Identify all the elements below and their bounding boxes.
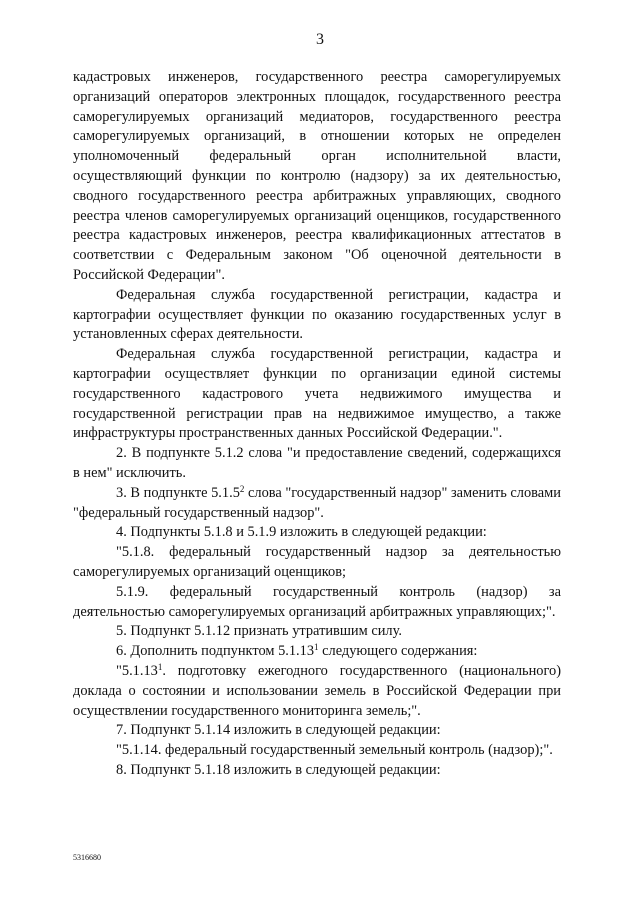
paragraph-9: 5. Подпункт 5.1.12 признать утратившим силу. [116, 623, 402, 640]
paragraph-2: Федеральная служба государственной регистрации, кадастра и картографии осуществляет функции по оказанию государственных услуг в установленных сферах деятельности. [73, 286, 561, 343]
paragraph-5-text-start: 3. В подпункте 5.1.5 [116, 484, 240, 501]
paragraph-12: 7. Подпункт 5.1.14 изложить в следующей редакции: [116, 722, 441, 739]
page-number: 3 [316, 31, 324, 48]
paragraph-11-superscript: 1 [157, 661, 163, 672]
document-id: 5316680 [73, 853, 101, 862]
paragraph-10-superscript: 1 [314, 642, 319, 653]
paragraph-3: Федеральная служба государственной регистрации, кадастра и картографии осуществляет функции по организации единой системы государственного кадастрового учета недвижимого имущества и государственной регистрации прав на недвижимое имущество, а также инфраструктуры пространственных данных Российской Федерации.". [73, 346, 561, 442]
paragraph-10-text-end: следующего содержания: [318, 643, 478, 660]
paragraph-14: 8. Подпункт 5.1.18 изложить в следующей редакции: [116, 761, 441, 778]
paragraph-11-text-end: . подготовку ежегодного государственного (национального) доклада о состоянии и использовании земель в Российской Федерации при осуществлении государственного мониторинга земель;". [73, 662, 561, 719]
paragraph-4: 2. В подпункте 5.1.2 слова "и предоставление сведений, содержащихся в нем" исключить. [73, 445, 561, 481]
paragraph-11-text-start: "5.1.13 [116, 662, 158, 679]
document-body [73, 68, 561, 781]
paragraph-5-superscript: 2 [239, 483, 245, 494]
paragraph-10-text-start: 6. Дополнить подпунктом 5.1.13 [116, 643, 315, 660]
paragraph-11 [73, 662, 561, 721]
paragraph-5 [73, 484, 561, 524]
paragraph-7: "5.1.8. федеральный государственный надзор за деятельностью саморегулируемых организаций оценщиков; [73, 544, 561, 580]
paragraph-13: "5.1.14. федеральный государственный земельный контроль (надзор);". [116, 742, 553, 759]
paragraph-5-text-end: слова "государственный надзор" заменить словами "федеральный государственный надзор". [73, 484, 561, 521]
paragraph-8: 5.1.9. федеральный государственный контроль (надзор) за деятельностью саморегулируемых организаций арбитражных управляющих;". [73, 583, 561, 620]
paragraph-1: кадастровых инженеров, государственного реестра саморегулируемых организаций операторов электронных площадок, государственного реестра саморегулируемых организаций медиаторов, государственного реестра саморегулируемых организаций, в отношении которых не определен уполномоченный федеральный орган исполнительной власти, осуществляющий функции по контролю (надзору) за их деятельностью, сводного государственного реестра арбитражных управляющих, сводного реестра членов саморегулируемых организаций оценщиков, государственного реестра кадастровых инженеров, реестра квалификационных аттестатов в соответствии с Федеральным законом "Об оценочной деятельности в Российской Федерации". [73, 69, 561, 283]
paragraph-10 [73, 642, 561, 662]
paragraph-6: 4. Подпункты 5.1.8 и 5.1.9 изложить в следующей редакции: [116, 524, 487, 541]
